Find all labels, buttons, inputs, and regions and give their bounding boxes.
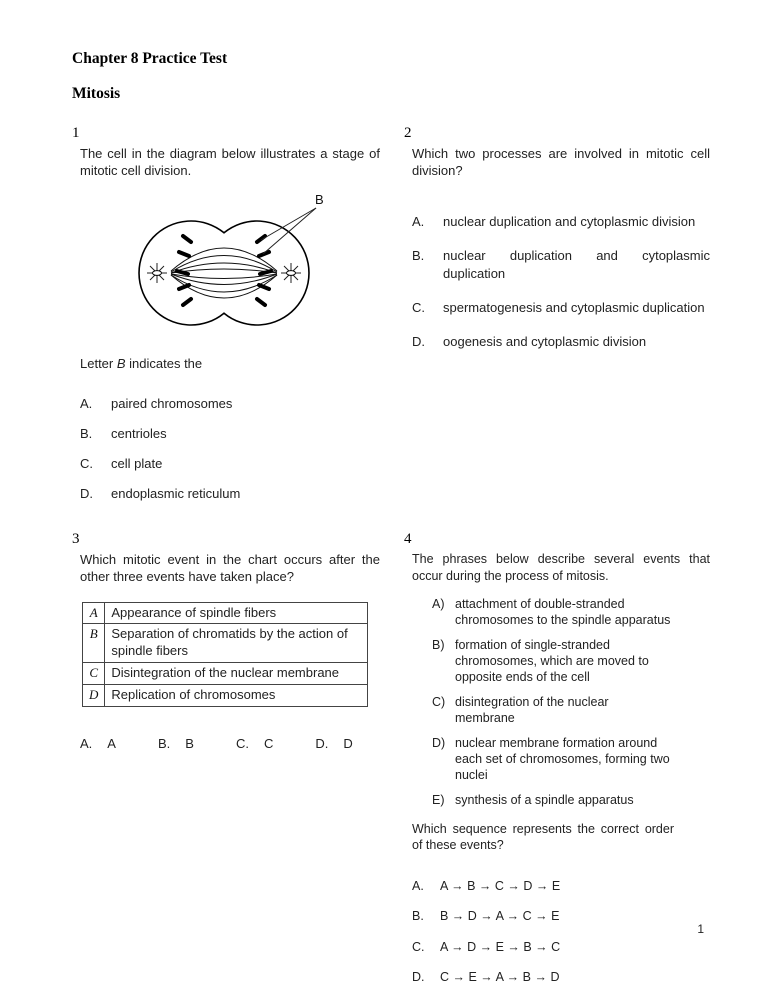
question-2-prompt: Which two processes are involved in mitotic cell division? <box>412 146 710 179</box>
choice-text: A → D → E → B → C <box>440 939 561 954</box>
choice-letter: A. <box>80 736 93 752</box>
table-row <box>83 663 368 685</box>
choice-b <box>412 247 710 281</box>
stem-text: Letter <box>80 356 117 372</box>
choice-d <box>412 969 710 986</box>
mitotic-events-table <box>82 602 368 707</box>
event-text: nuclear membrane formation around each set of chromosomes, forming two nuclei <box>455 736 670 783</box>
question-1-number: 1 <box>72 125 80 141</box>
diagram-label-b: B <box>315 192 324 208</box>
question-2-choices <box>412 213 710 350</box>
choice-c <box>412 299 710 316</box>
event-text: disintegration of the nuclear membrane <box>455 695 609 726</box>
question-3 <box>72 531 380 1000</box>
choice-letter: A. <box>412 878 424 893</box>
choice-letter: B. <box>412 909 424 924</box>
question-4-choices <box>412 878 710 986</box>
choice-letter: D. <box>412 970 425 985</box>
event-text: formation of single-stranded chromosomes, which are moved to opposite ends of the cell <box>455 638 649 685</box>
table-row-text: Disintegration of the nuclear membrane <box>105 663 368 685</box>
question-3-prompt: Which mitotic event in the chart occurs after the other three events have taken place? <box>80 552 380 585</box>
question-3-choices <box>80 735 380 752</box>
choice-b <box>158 735 194 752</box>
choice-text: D <box>343 736 353 752</box>
questions-grid <box>72 125 710 1000</box>
choice-letter: C. <box>235 736 249 752</box>
choice-a <box>80 395 380 412</box>
event-label: C) <box>432 695 446 710</box>
choice-letter: C. <box>412 939 425 954</box>
question-4-number: 4 <box>404 531 412 548</box>
event-label: E) <box>432 793 445 808</box>
table-row-text: Separation of chromatids by the action of spindle fibers <box>105 624 368 663</box>
choice-letter: D. <box>80 486 93 502</box>
choice-text: spermatogenesis and cytoplasmic duplication <box>443 299 705 315</box>
table-row <box>83 624 368 663</box>
question-2-number: 2 <box>404 125 412 141</box>
question-4-stem: Which sequence represents the correct order of these events? <box>412 821 674 853</box>
choice-letter: A. <box>412 214 425 230</box>
choice-text: nuclear duplication and cytoplasmic duplication <box>443 248 710 281</box>
event-item-a <box>432 596 710 628</box>
choice-letter: D. <box>412 333 425 349</box>
choice-text: nuclear duplication and cytoplasmic division <box>443 214 696 230</box>
choice-text: A <box>107 736 116 752</box>
choice-c <box>412 939 710 956</box>
table-row-label: A <box>83 602 105 624</box>
choice-text: paired chromosomes <box>111 395 233 411</box>
choice-d <box>412 333 710 350</box>
choice-a <box>412 878 710 895</box>
table-row-label: C <box>83 663 105 685</box>
aster-left <box>147 263 167 283</box>
choice-text: oogenesis and cytoplasmic division <box>443 333 647 349</box>
choice-c <box>80 455 380 472</box>
stem-letter-b: B <box>116 356 126 372</box>
choice-letter: A. <box>80 395 93 411</box>
mitosis-cell-diagram <box>109 191 351 347</box>
aster-right <box>281 263 301 283</box>
stem-text-tail: indicates the <box>125 356 203 372</box>
choice-text: C <box>263 736 274 752</box>
choice-letter: C. <box>80 455 93 471</box>
event-label: D) <box>432 736 446 751</box>
choice-text: B → D → A → C → E <box>440 909 560 924</box>
event-label: B) <box>432 638 445 653</box>
event-text: attachment of double-stranded chromosomes to the spindle apparatus <box>455 597 671 628</box>
event-list <box>432 596 710 809</box>
choice-b <box>412 908 710 925</box>
question-1 <box>72 125 380 515</box>
choice-text: endoplasmic reticulum <box>111 486 241 502</box>
choice-b <box>80 425 380 442</box>
choice-text: centrioles <box>111 425 167 441</box>
event-text: synthesis of a spindle apparatus <box>455 793 634 808</box>
choice-letter: C. <box>412 299 425 315</box>
question-4-prompt: The phrases below describe several events that occur during the process of mitosis. <box>412 552 710 583</box>
choice-text: B <box>185 736 194 752</box>
table-row-label: D <box>83 685 105 707</box>
choice-a <box>80 735 116 752</box>
table-row-text: Replication of chromosomes <box>105 685 368 707</box>
question-1-stem <box>80 355 380 372</box>
table-row-text: Appearance of spindle fibers <box>105 602 368 624</box>
choice-letter: B. <box>157 736 171 752</box>
event-label: A) <box>432 597 445 612</box>
doc-subtitle: Mitosis <box>72 85 121 102</box>
question-1-choices <box>80 395 380 503</box>
question-1-prompt: The cell in the diagram below illustrates a stage of mitotic cell division. <box>80 146 380 179</box>
event-item-e <box>432 792 710 809</box>
choice-letter: D. <box>315 736 329 752</box>
table-row-label: B <box>83 624 105 663</box>
doc-title: Chapter 8 Practice Test <box>72 50 228 67</box>
choice-text: cell plate <box>111 455 163 471</box>
choice-c <box>236 735 273 752</box>
page-number: 1 <box>697 922 704 936</box>
question-3-number: 3 <box>72 531 80 548</box>
choice-text: A → B → C → D → E <box>440 878 561 893</box>
choice-letter: B. <box>412 248 425 264</box>
choice-d <box>315 735 352 752</box>
choice-letter: B. <box>80 425 93 441</box>
event-item-d <box>432 735 710 783</box>
question-2 <box>404 125 710 515</box>
choice-text: C → E → A → B → D <box>440 970 560 985</box>
choice-d <box>80 485 380 502</box>
question-4 <box>404 531 710 1000</box>
choice-a <box>412 213 710 230</box>
table-row <box>83 685 368 707</box>
table-row <box>83 602 368 624</box>
cell-division-figure <box>109 191 351 343</box>
event-item-b <box>432 637 710 685</box>
event-item-c <box>432 694 710 726</box>
